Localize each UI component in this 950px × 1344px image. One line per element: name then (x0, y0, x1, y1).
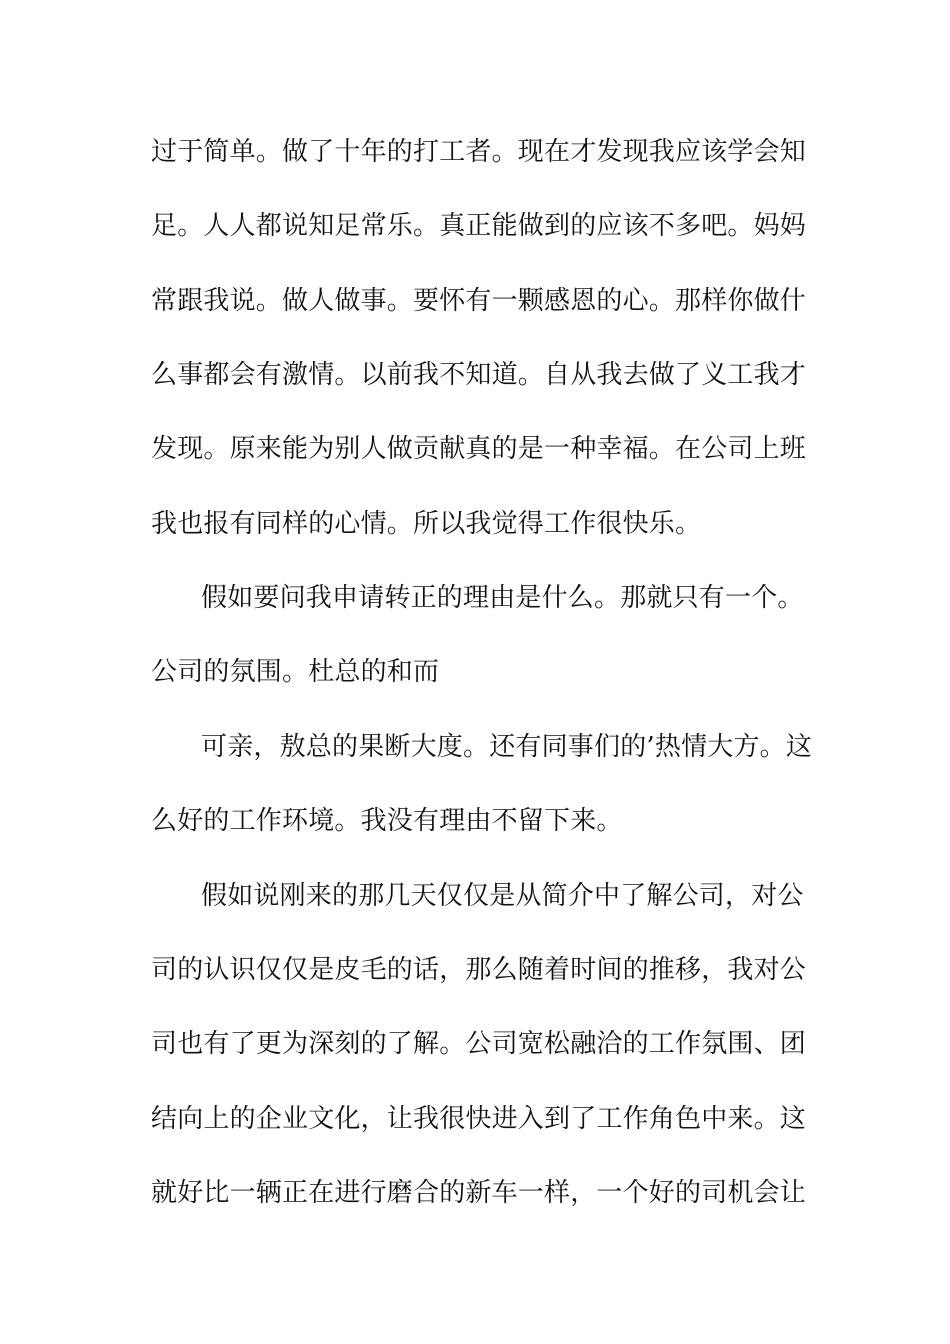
paragraph-first-line: 假如要问我申请转正的理由是什么。那就只有一个。 (201, 583, 804, 613)
text-line: 司也有了更为深刻的了解。公司宽松融洽的工作氛围、团 (151, 1029, 807, 1059)
text-line: 我也报有同样的心情。所以我觉得工作很快乐。 (151, 509, 702, 539)
text-line: 公司的氛围。杜总的和而 (151, 657, 440, 687)
text-line: 过于简单。做了十年的打工者。现在才发现我应该学会知 (151, 137, 807, 167)
paragraph-first-line: 假如说刚来的那几天仅仅是从简介中了解公司，对公 (201, 881, 804, 911)
text-line: 常跟我说。做人做事。要怀有一颗感恩的心。那样你做什 (151, 286, 807, 316)
text-line: 司的认识仅仅是皮毛的话，那么随着时间的推移，我对公 (151, 955, 807, 985)
text-line: 发现。原来能为别人做贡献真的是一种幸福。在公司上班 (151, 434, 807, 464)
text-line: 结向上的企业文化，让我很快进入到了工作角色中来。这 (151, 1104, 807, 1134)
text-line: 就好比一辆正在进行磨合的新车一样，一个好的司机会让 (151, 1178, 807, 1208)
paragraph-first-line: 可亲，敖总的果断大度。还有同事们的’热情大方。这 (201, 732, 813, 762)
text-line: 么事都会有激情。以前我不知道。自从我去做了义工我才 (151, 360, 807, 390)
text-line: 足。人人都说知足常乐。真正能做到的应该不多吧。妈妈 (151, 211, 807, 241)
text-line: 么好的工作环境。我没有理由不留下来。 (151, 806, 623, 836)
